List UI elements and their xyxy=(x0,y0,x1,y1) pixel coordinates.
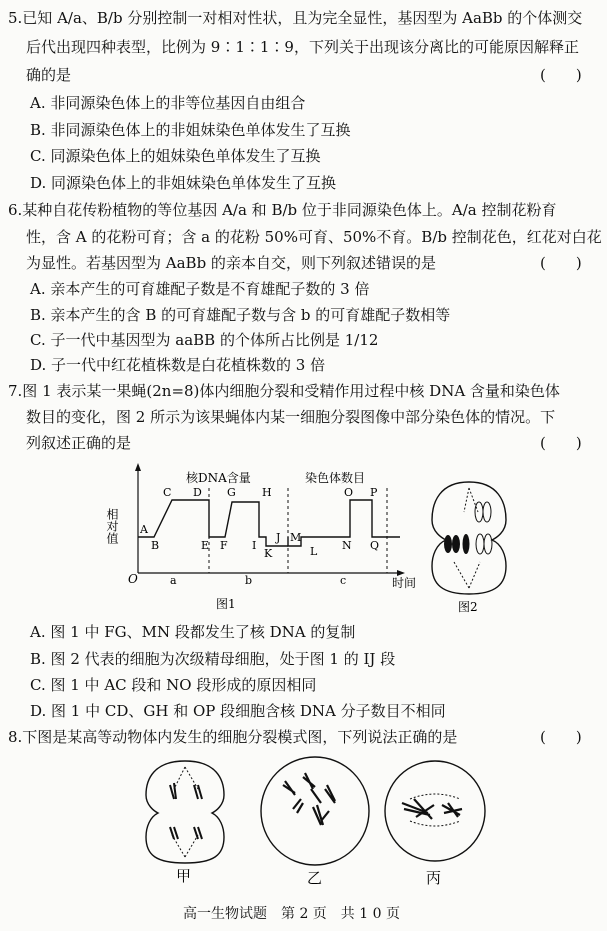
q6-stem-line3: 为显性。若基因型为 AaBb 的亲本自交，则下列叙述错误的是 xyxy=(26,254,436,272)
fig1-point-e: E xyxy=(201,539,210,552)
q5-stem-line1: 5.已知 A/a、B/b 分别控制一对相对性状，且为完全显性，基因型为 AaBb 的个体测交 xyxy=(8,9,583,27)
fig1-point-d: D xyxy=(193,486,202,499)
q8-stem: 8.下图是某高等动物体内发生的细胞分裂模式图，下列说法正确的是 xyxy=(8,728,458,746)
fig1-point-g: G xyxy=(227,486,236,499)
q6-option-a: A. 亲本产生的可育雄配子数是不育雄配子数的 3 倍 xyxy=(30,280,370,298)
page-footer: 高一生物试题 第 2 页 共 1 0 页 xyxy=(183,906,400,922)
fig1-point-l: L xyxy=(310,545,318,558)
cell-label-yi: 乙 xyxy=(307,869,323,887)
fig1-point-j: J xyxy=(276,531,281,544)
cell-yi-diagram xyxy=(255,755,375,887)
q6-stem-line1: 6.某种自花传粉植物的等位基因 A/a 和 B/b 位于非同源染色体上。A/a 控制花粉育 xyxy=(8,201,557,219)
fig2-chromosome xyxy=(475,502,483,522)
fig1-title-chrom: 染色体数目 xyxy=(305,471,366,485)
q5-stem-line3: 确的是 xyxy=(26,66,72,84)
fig2-cell-outline xyxy=(432,482,506,594)
fig2-spindle-line xyxy=(464,488,469,512)
cell-jia-diagram xyxy=(140,755,230,885)
bing-cell-outline xyxy=(385,761,485,861)
fig1-point-b: B xyxy=(151,539,160,552)
jia-cell-outline xyxy=(146,761,224,863)
fig2-caption: 图2 xyxy=(458,600,478,613)
q7-answer-bracket: ( ) xyxy=(540,434,582,452)
q7-option-d: D. 图 1 中 CD、GH 和 OP 段细胞含核 DNA 分子数目不相同 xyxy=(30,702,446,720)
fig2-chromosome xyxy=(452,535,460,553)
cell-bing-diagram xyxy=(380,755,490,887)
fig1-xlabel: 时间 xyxy=(392,576,417,590)
jia-chromosome xyxy=(194,785,202,799)
q7-option-a: A. 图 1 中 FG、MN 段都发生了核 DNA 的复制 xyxy=(30,623,356,641)
yi-chromosomes xyxy=(283,773,335,825)
fig1-origin: O xyxy=(128,572,138,586)
fig2-chromosome xyxy=(463,534,470,554)
jia-spindle-line xyxy=(185,835,198,857)
fig2-spindle-line xyxy=(454,562,469,588)
q5-option-a: A. 非同源染色体上的非等位基因自由组合 xyxy=(30,94,306,112)
fig1-point-p: P xyxy=(370,486,378,499)
q6-stem-line2: 性，含 A 的花粉可育；含 a 的花粉 50%可育、50%不育。B/b 控制花色，红花对白花 xyxy=(26,228,602,246)
fig2-chromosome xyxy=(484,534,492,554)
figure-1-graph xyxy=(100,460,430,615)
q7-option-c: C. 图 1 中 AC 段和 NO 段形成的原因相同 xyxy=(30,676,317,694)
fig2-spindle-line xyxy=(469,488,478,512)
fig1-y-arrow-icon xyxy=(135,463,141,471)
q7-stem-line2: 数目的变化，图 2 所示为该果蝇体内某一细胞分裂图像中部分染色体的情况。下 xyxy=(26,408,556,426)
fig1-point-a: A xyxy=(140,523,148,536)
q7-stem-line1: 7.图 1 表示某一果蝇(2n=8)体内细胞分裂和受精作用过程中核 DNA 含量和染色体 xyxy=(8,382,560,400)
fig2-chromosome xyxy=(483,502,491,522)
fig1-point-f: F xyxy=(220,539,228,552)
fig1-ylabel: 相对值 xyxy=(105,508,119,544)
bing-chromosome xyxy=(442,803,462,817)
fig1-point-c: C xyxy=(163,486,172,499)
fig1-point-q: Q xyxy=(370,539,380,552)
q6-option-b: B. 亲本产生的含 B 的可育雄配子数与含 b 的可育雄配子数相等 xyxy=(30,306,451,324)
jia-chromosome xyxy=(170,827,178,839)
fig1-point-h: H xyxy=(262,486,272,499)
q6-option-c: C. 子一代中基因型为 aaBB 的个体所占比例是 1/12 xyxy=(30,331,379,349)
q7-stem-line3: 列叙述正确的是 xyxy=(26,434,132,452)
fig1-segment-b: b xyxy=(245,574,253,587)
fig1-point-k: K xyxy=(264,547,273,560)
fig1-dna-curve xyxy=(138,500,288,546)
fig2-chromosome xyxy=(444,535,452,553)
q6-option-d: D. 子一代中红花植株数是白花植株数的 3 倍 xyxy=(30,356,326,374)
q8-answer-bracket: ( ) xyxy=(540,728,582,746)
q5-option-c: C. 同源染色体上的姐妹染色单体发生了互换 xyxy=(30,147,321,165)
figure-2-cell xyxy=(428,478,510,613)
q5-option-b: B. 非同源染色体上的非姐妹染色单体发生了互换 xyxy=(30,121,351,139)
fig1-point-o: O xyxy=(344,486,354,499)
fig1-title-dna: 核DNA含量 xyxy=(186,471,251,485)
bing-chromosome xyxy=(402,799,434,819)
q6-answer-bracket: ( ) xyxy=(540,254,582,272)
q5-option-d: D. 同源染色体上的非姐妹染色单体发生了互换 xyxy=(30,174,337,192)
jia-chromosome xyxy=(170,783,176,799)
cell-label-jia: 甲 xyxy=(176,867,192,885)
fig1-caption: 图1 xyxy=(216,597,236,611)
jia-chromosome xyxy=(194,827,202,839)
fig1-point-n: N xyxy=(342,539,352,552)
jia-spindle-line xyxy=(185,767,198,789)
fig1-segment-a: a xyxy=(170,574,177,587)
q5-stem-line2: 后代出现四种表型，比例为 9∶1∶1∶9，下列关于出现该分离比的可能原因解释正 xyxy=(26,38,579,56)
fig1-point-i: I xyxy=(252,539,257,552)
cell-label-bing: 丙 xyxy=(426,869,442,887)
q7-option-b: B. 图 2 代表的细胞为次级精母细胞，处于图 1 的 IJ 段 xyxy=(30,650,396,668)
jia-spindle-line xyxy=(174,767,185,789)
fig1-point-m: M xyxy=(290,531,302,544)
fig2-chromosome xyxy=(476,534,484,554)
fig1-segment-c: c xyxy=(340,574,347,587)
q5-answer-bracket: ( ) xyxy=(540,66,582,84)
fig2-spindle-line xyxy=(469,562,480,588)
